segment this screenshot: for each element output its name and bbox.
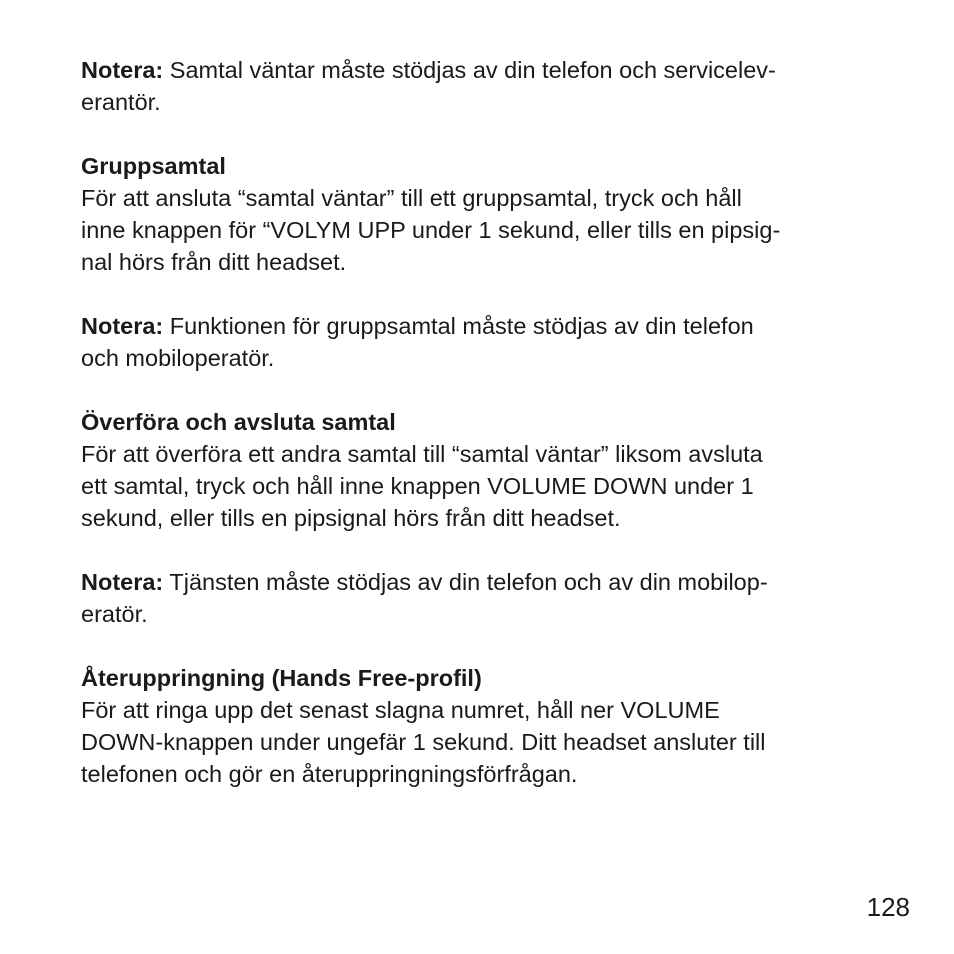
note-gruppsamtal [81,310,881,374]
note-label: Notera: [81,57,164,83]
note-text: Samtal väntar måste stödjas av din telefon och servicelev- erantör. [81,57,776,115]
section-body-overfora: För att överföra ett andra samtal till “samtal väntar” liksom avsluta ett samtal, tryck och håll inne knappen VOLUME DOWN under 1 sekund, eller tills en pipsignal hörs från ditt headset. [81,441,763,531]
page-number: 128 [866,892,910,922]
section-heading-ateruppringning: Återuppringning (Hands Free-profil) [81,665,482,691]
note-tjansten [81,566,881,630]
section-heading-gruppsamtal: Gruppsamtal [81,153,226,179]
note-text: Tjänsten måste stödjas av din telefon och av din mobilop- eratör. [81,569,768,627]
note-label: Notera: [81,569,164,595]
section-heading-overfora: Överföra och avsluta samtal [81,409,396,435]
note-text: Funktionen för gruppsamtal måste stödjas av din telefon och mobiloperatör. [81,313,754,371]
note-label: Notera: [81,313,164,339]
section-body-gruppsamtal: För att ansluta “samtal väntar” till ett gruppsamtal, tryck och håll inne knappen för “VOLYM UPP under 1 sekund, eller tills en pipsig- nal hörs från ditt headset. [81,185,781,275]
note-samtal-vantar [81,54,881,118]
section-body-ateruppringning: För att ringa upp det senast slagna numret, håll ner VOLUME DOWN-knappen under ungefär 1 sekund. Ditt headset ansluter till telefonen och gör en återuppringningsförfrågan. [81,697,766,787]
document-page [81,54,881,822]
